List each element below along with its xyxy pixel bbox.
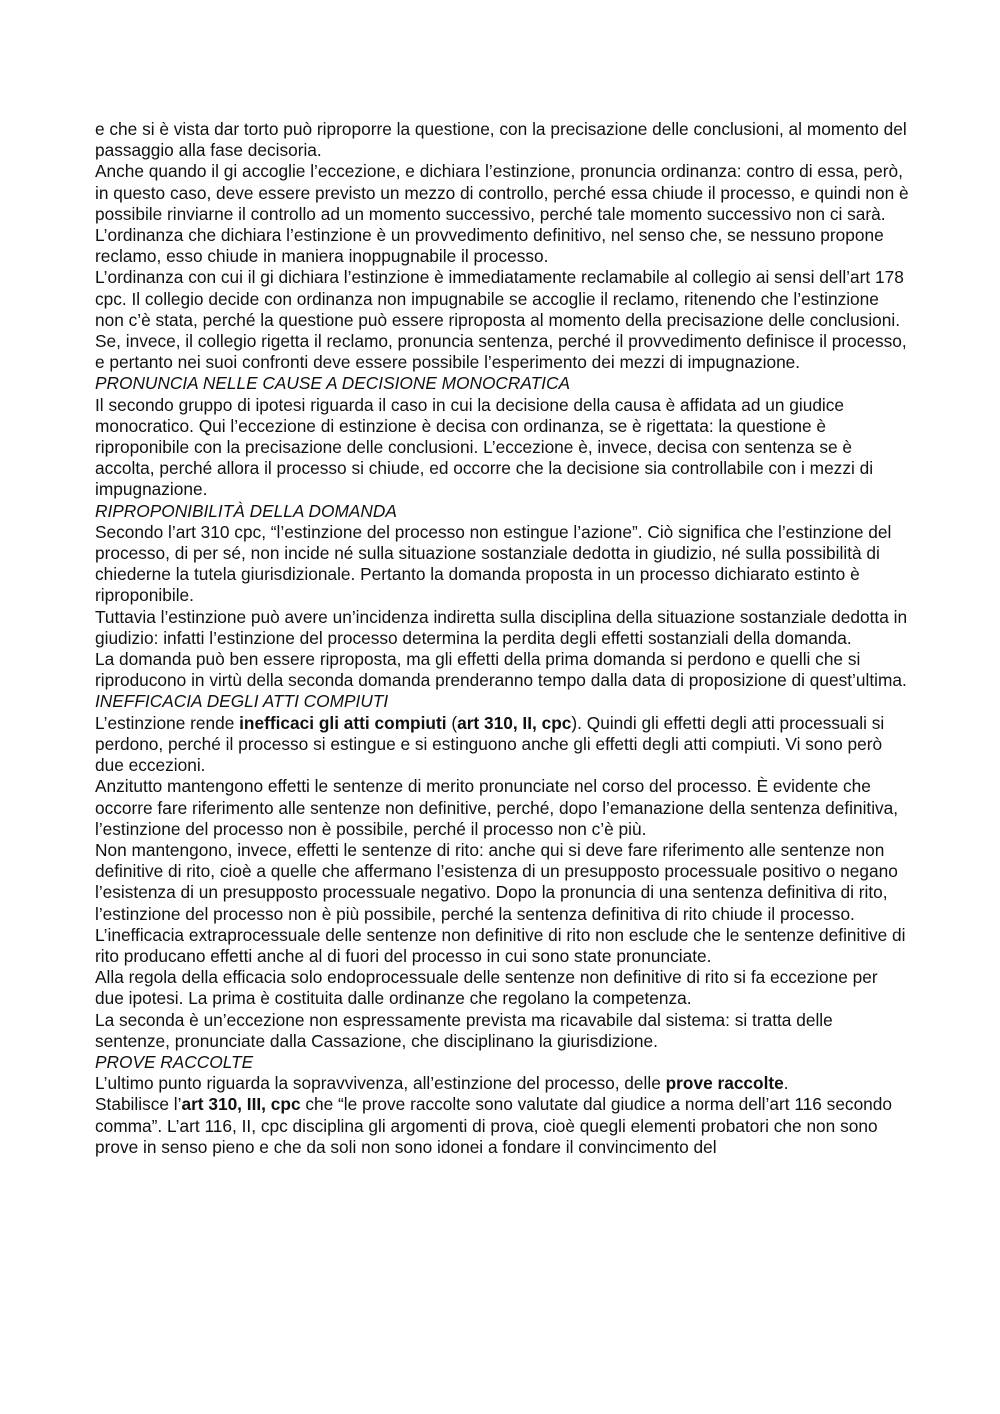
text-run: ). Quindi gli effetti degli atti processuali si perdono, perché il processo si estingue e si estinguono anche gli effetti degli atti compiuti. Vi sono però due eccezioni. [95, 712, 885, 776]
section-heading: RIPROPONIBILITÀ DELLA DOMANDA [95, 500, 397, 521]
bold-text: art 310, II, cpc [457, 712, 572, 733]
document-page [95, 119, 910, 1158]
text-run: Stabilisce l’ [95, 1094, 182, 1115]
paragraph: Tuttavia l’estinzione può avere un’incidenza indiretta sulla disciplina della situazione sostanziale dedotta in giudizio: infatti l’estinzione del processo determina la perdita degli effetti sostanziali della domanda. [95, 606, 908, 648]
paragraph [95, 713, 910, 777]
section-heading: PROVE RACCOLTE [95, 1051, 254, 1072]
text-run: ( [446, 712, 458, 733]
paragraph [95, 1094, 910, 1158]
paragraph: Secondo l’art 310 cpc, “l’estinzione del processo non estingue l’azione”. Ciò significa che l’estinzione del processo, di per sé, non incide né sulla situazione sostanziale dedotta in giudizio, né sulla possibilità di chiederne la tutela giurisdizionale. Pertanto la domanda proposta in un processo dichiarato estinto è riproponibile. [95, 521, 892, 606]
text-run: L’ultimo punto riguarda la sopravvivenza, all’estinzione del processo, delle [95, 1073, 666, 1094]
paragraph [95, 1073, 910, 1094]
paragraph: L’inefficacia extraprocessuale delle sentenze non definitive di rito non esclude che le sentenze definitive di rito producano effetti anche al di fuori del processo in cui sono state pronunciate. [95, 924, 906, 966]
paragraph: e che si è vista dar torto può riproporre la questione, con la precisazione delle conclusioni, al momento del passaggio alla fase decisoria. [95, 119, 907, 161]
paragraph: Se, invece, il collegio rigetta il reclamo, pronuncia sentenza, perché il provvedimento definisce il processo, e pertanto nei suoi confronti deve essere possibile l’esperimento dei mezzi di impugnazione. [95, 331, 907, 373]
text-run: che “le prove raccolte sono valutate dal giudice a norma dell’art 116 secondo comma”. L’art 116, II, cpc disciplina gli argomenti di prova, cioè quegli elementi probatori che non sono prove in senso pieno e che da soli non sono idonei a fondare il convincimento del [95, 1094, 893, 1157]
paragraph: Il secondo gruppo di ipotesi riguarda il caso in cui la decisione della causa è affidata ad un giudice monocratico. Qui l’eccezione di estinzione è decisa con ordinanza, se è rigettata: la questione è riproponibile con la precisazione delle conclusioni. L’eccezione è, invece, decisa con sentenza se è accolta, perché allora il processo si chiude, ed occorre che la decisione sia controllabile con i mezzi di impugnazione. [95, 394, 874, 500]
paragraph: La domanda può ben essere riproposta, ma gli effetti della prima domanda si perdono e quelli che si riproducono in virtù della seconda domanda prenderanno tempo dalla data di proposizione di quest’ultima. [95, 649, 907, 691]
text-run: L’estinzione rende [95, 712, 240, 733]
bold-text: inefficaci gli atti compiuti [239, 712, 447, 733]
paragraph: Alla regola della efficacia solo endoprocessuale delle sentenze non definitive di rito si fa eccezione per due ipotesi. La prima è costituita dalle ordinanze che regolano la competenza. [95, 967, 878, 1009]
paragraph: La seconda è un’eccezione non espressamente prevista ma ricavabile dal sistema: si tratta delle sentenze, pronunciate dalla Cassazione, che disciplinano la giurisdizione. [95, 1009, 833, 1051]
paragraph: Non mantengono, invece, effetti le sentenze di rito: anche qui si deve fare riferimento alle sentenze non definitive di rito, cioè a quelle che affermano l’esistenza di un presupposto processuale positivo o negano l’esistenza di un presupposto processuale negativo. Dopo la pronuncia di una sentenza definitiva di rito, l’estinzione del processo non è più possibile, perché la sentenza definitiva di rito chiude il processo. [95, 839, 898, 924]
section-heading: PRONUNCIA NELLE CAUSE A DECISIONE MONOCRATICA [95, 373, 570, 394]
section-heading: INEFFICACIA DEGLI ATTI COMPIUTI [95, 691, 389, 712]
bold-text: art 310, III, cpc [181, 1094, 301, 1115]
text-run: . [783, 1073, 789, 1094]
bold-text: prove raccolte [665, 1073, 784, 1094]
paragraph: Anzitutto mantengono effetti le sentenze di merito pronunciate nel corso del processo. È evidente che occorre fare riferimento alle sentenze non definitive, perché, dopo l’emanazione della sentenza definitiva, l’estinzione del processo non è possibile, perché il processo non c’è più. [95, 776, 899, 839]
paragraph: Anche quando il gi accoglie l’eccezione, e dichiara l’estinzione, pronuncia ordinanza: contro di essa, però, in questo caso, deve essere previsto un mezzo di controllo, perché essa chiude il processo, e quindi non è possibile rinviarne il controllo ad un momento successivo, perché tale momento successivo non ci sarà. L’ordinanza che dichiara l’estinzione è un provvedimento definitivo, nel senso che, se nessuno propone reclamo, esso chiude in maniera inoppugnabile il processo. [95, 161, 909, 267]
paragraph: L’ordinanza con cui il gi dichiara l’estinzione è immediatamente reclamabile al collegio ai sensi dell’art 178 cpc. Il collegio decide con ordinanza non impugnabile se accoglie il reclamo, ritenendo che l’estinzione non c’è stata, perché la questione può essere riproposta al momento della precisazione delle conclusioni. [95, 267, 904, 330]
